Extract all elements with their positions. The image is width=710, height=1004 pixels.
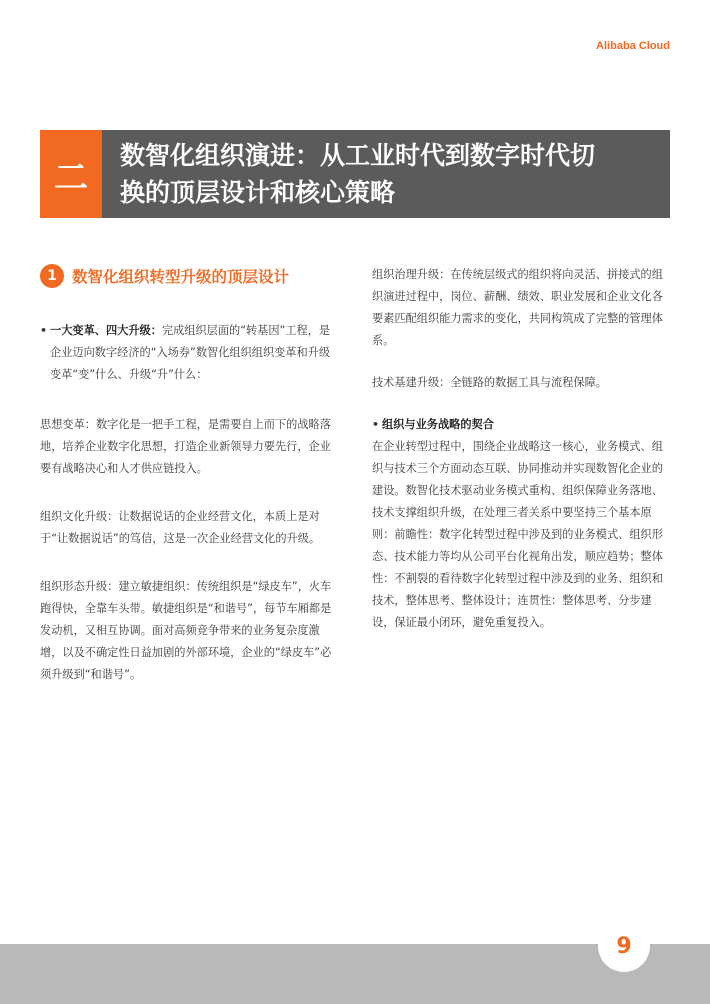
bullet-text (50, 320, 340, 386)
chapter-title (102, 130, 670, 218)
section-number-badge: 1 (40, 264, 64, 288)
bullet-label: 一大变革、四大升级： (50, 324, 162, 337)
paragraph-form: 组织形态升级：建立敏捷组织：传统组织是“绿皮车”，火车跑得快，全靠车头带。敏捷组织是“和谐号”，每节车厢都是发动机，又相互协调。面对高频竞争带来的业务复杂度激增，以及不确定性日益加剧的外部环境，企业的“绿皮车”必须升级到“和谐号”。 (40, 580, 332, 681)
paragraph-strategy: 在企业转型过程中，围绕企业战略这一核心，业务模式、组织与技术三个方面动态互联、协同推动并实现数智化企业的建设。数智化技术驱动业务模式重构、组织保障业务落地、技术支撑组织升级，在处理三者关系中要坚持三个基本原则：前瞻性：数字化转型过程中涉及到的业务模式、组织形态、技术能力等均从公司平台化视角出发，顺应趋势；整体性：不割裂的看待数字化转型过程中涉及到的业务、组织和技术，整体思考、整体设计；连贯性：整体思考、分步建设，保证最小闭环，避免重复投入。 (372, 440, 663, 629)
paragraph-culture: 组织文化升级：让数据说话的企业经营文化，本质上是对于“让数据说话”的笃信，这是一次企业经营文化的升级。 (40, 510, 321, 545)
bullet-item (40, 320, 340, 386)
right-column (372, 264, 672, 634)
chapter-number: 二 (40, 130, 102, 218)
bullet-body: 完成组织层面的“转基因”工程，是企业迈向数字经济的“入场券”数智化组织组织变革和升级变革“变”什么、升级“升”什么： (50, 324, 331, 381)
bullet-dot-icon: • (372, 418, 380, 431)
left-column (40, 262, 340, 712)
section-title: 数智化组织转型升级的顶层设计 (72, 268, 290, 286)
page-number: 9 (598, 920, 650, 972)
paragraph-thinking: 思想变革：数字化是一把手工程，是需要自上而下的战略落地，培养企业数字化思想，打造企业新领导力要先行，企业要有战略决心和人才供应链投入。 (40, 418, 331, 475)
paragraph-infrastructure: 技术基建升级：全链路的数据工具与流程保障。 (372, 376, 607, 389)
subheading-text: 组织与业务战略的契合 (382, 418, 494, 431)
brand-logo: Alibaba Cloud (596, 40, 670, 52)
bullet-dot-icon: • (40, 324, 48, 337)
chapter-title-line1: 数智化组织演进：从工业时代到数字时代切 (120, 141, 596, 170)
paragraph-governance: 组织治理升级：在传统层级式的组织将向灵活、拼接式的组织演进过程中，岗位、薪酬、绩效、职业发展和企业文化各要素匹配组织能力需求的变化，共同构筑成了完整的管理体系。 (372, 268, 663, 347)
chapter-title-block (40, 130, 670, 218)
subheading (372, 414, 672, 436)
section-heading (40, 262, 340, 290)
chapter-title-line2: 换的顶层设计和核心策略 (120, 178, 396, 207)
